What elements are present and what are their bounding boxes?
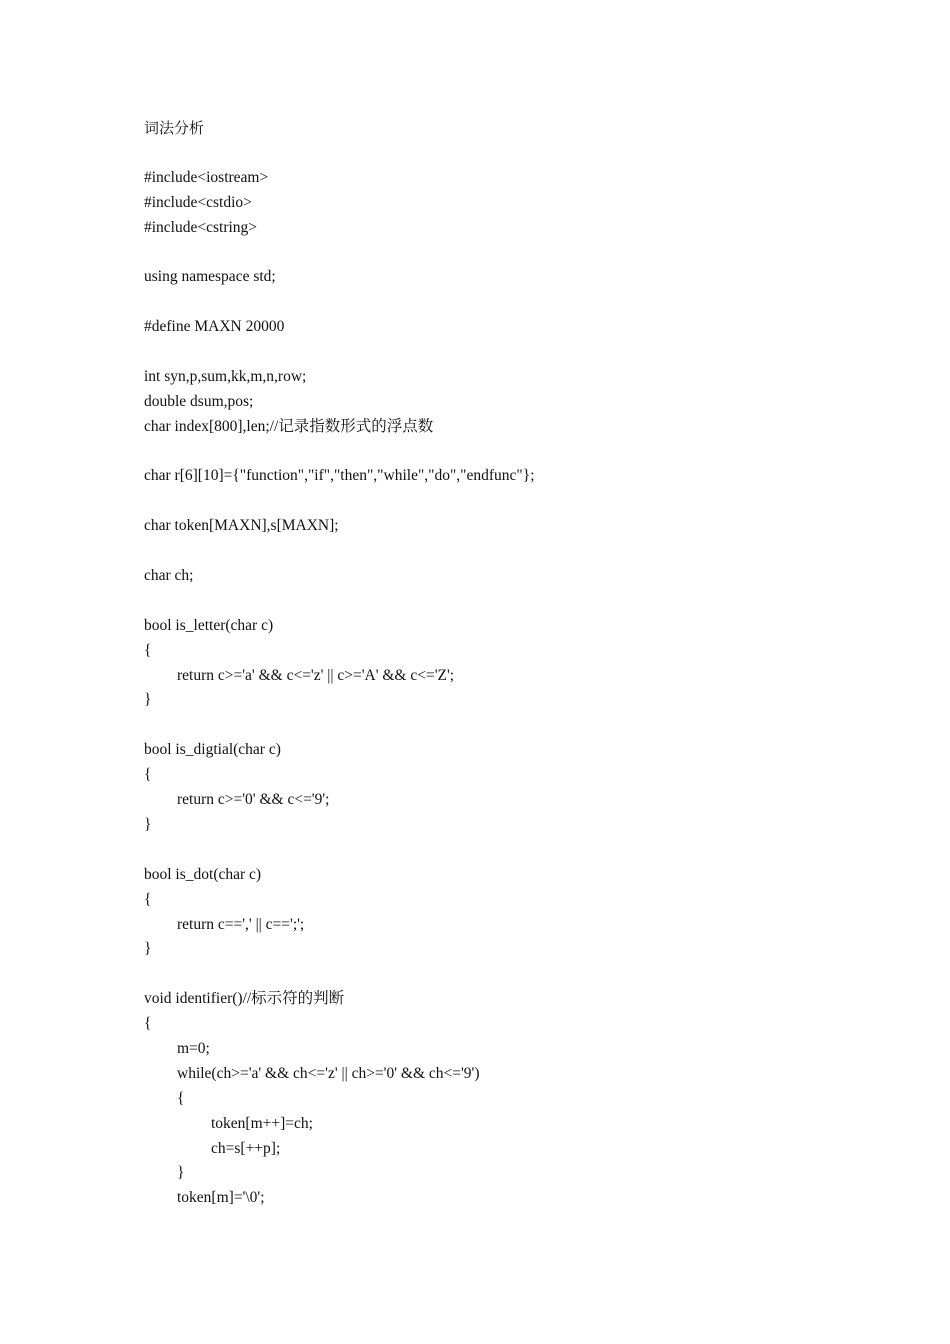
code-line-while-loop: while(ch>='a' && ch<='z' || ch>='0' && ch<='9') — [177, 1064, 480, 1082]
code-line-include-cstring: #include<cstring> — [144, 218, 258, 236]
code-line-blank — [144, 713, 904, 738]
code-line-m-init: m=0; — [177, 1039, 210, 1057]
code-line-include-iostream: #include<iostream> — [144, 168, 269, 186]
code-line-blank — [144, 489, 904, 514]
code-line-blank — [144, 838, 904, 863]
code-line-is-letter-return: return c>='a' && c<='z' || c>='A' && c<='Z'; — [177, 666, 455, 684]
code-line-while-open-brace: { — [177, 1089, 185, 1107]
code-line-blank — [144, 240, 904, 265]
code-line-open-brace: { — [144, 766, 152, 784]
code-line-open-brace: { — [144, 1015, 152, 1033]
code-line-blank — [144, 539, 904, 564]
code-line-blank — [144, 440, 904, 465]
code-line-token-assign: token[m++]=ch; — [211, 1114, 313, 1132]
code-line-is-letter-signature: bool is_letter(char c) — [144, 616, 274, 634]
code-line-include-cstdio: #include<cstdio> — [144, 193, 252, 211]
code-line-define-maxn: #define MAXN 20000 — [144, 318, 285, 336]
document-body — [144, 116, 904, 1211]
code-line-is-digtial-signature: bool is_digtial(char c) — [144, 741, 281, 759]
code-line-using-namespace: using namespace std; — [144, 268, 276, 286]
code-line-blank — [144, 340, 904, 365]
document-title: 词法分析 — [144, 119, 205, 137]
code-line-is-dot-return: return c==',' || c==';'; — [177, 915, 305, 933]
code-line-char-index: char index[800],len;//记录指数形式的浮点数 — [144, 417, 434, 435]
blank-line — [144, 141, 904, 166]
code-line-open-brace: { — [144, 641, 152, 659]
code-line-blank — [144, 962, 904, 987]
code-line-close-brace: } — [144, 815, 152, 833]
code-line-ch-advance: ch=s[++p]; — [211, 1139, 281, 1157]
code-line-while-close-brace: } — [177, 1164, 185, 1182]
code-line-token-array: char token[MAXN],s[MAXN]; — [144, 517, 339, 535]
code-line-identifier-signature: void identifier()//标示符的判断 — [144, 990, 345, 1008]
code-line-close-brace: } — [144, 691, 152, 709]
code-line-int-vars: int syn,p,sum,kk,m,n,row; — [144, 367, 307, 385]
code-line-blank — [144, 290, 904, 315]
code-line-char-ch: char ch; — [144, 567, 194, 585]
code-line-keywords-array: char r[6][10]={"function","if","then","while","do","endfunc"}; — [144, 467, 535, 485]
code-line-blank — [144, 589, 904, 614]
code-line-token-terminate: token[m]='\0'; — [177, 1189, 265, 1207]
code-line-open-brace: { — [144, 890, 152, 908]
code-line-is-dot-signature: bool is_dot(char c) — [144, 865, 262, 883]
code-line-is-digtial-return: return c>='0' && c<='9'; — [177, 791, 330, 809]
code-line-close-brace: } — [144, 940, 152, 958]
code-line-double-vars: double dsum,pos; — [144, 392, 254, 410]
